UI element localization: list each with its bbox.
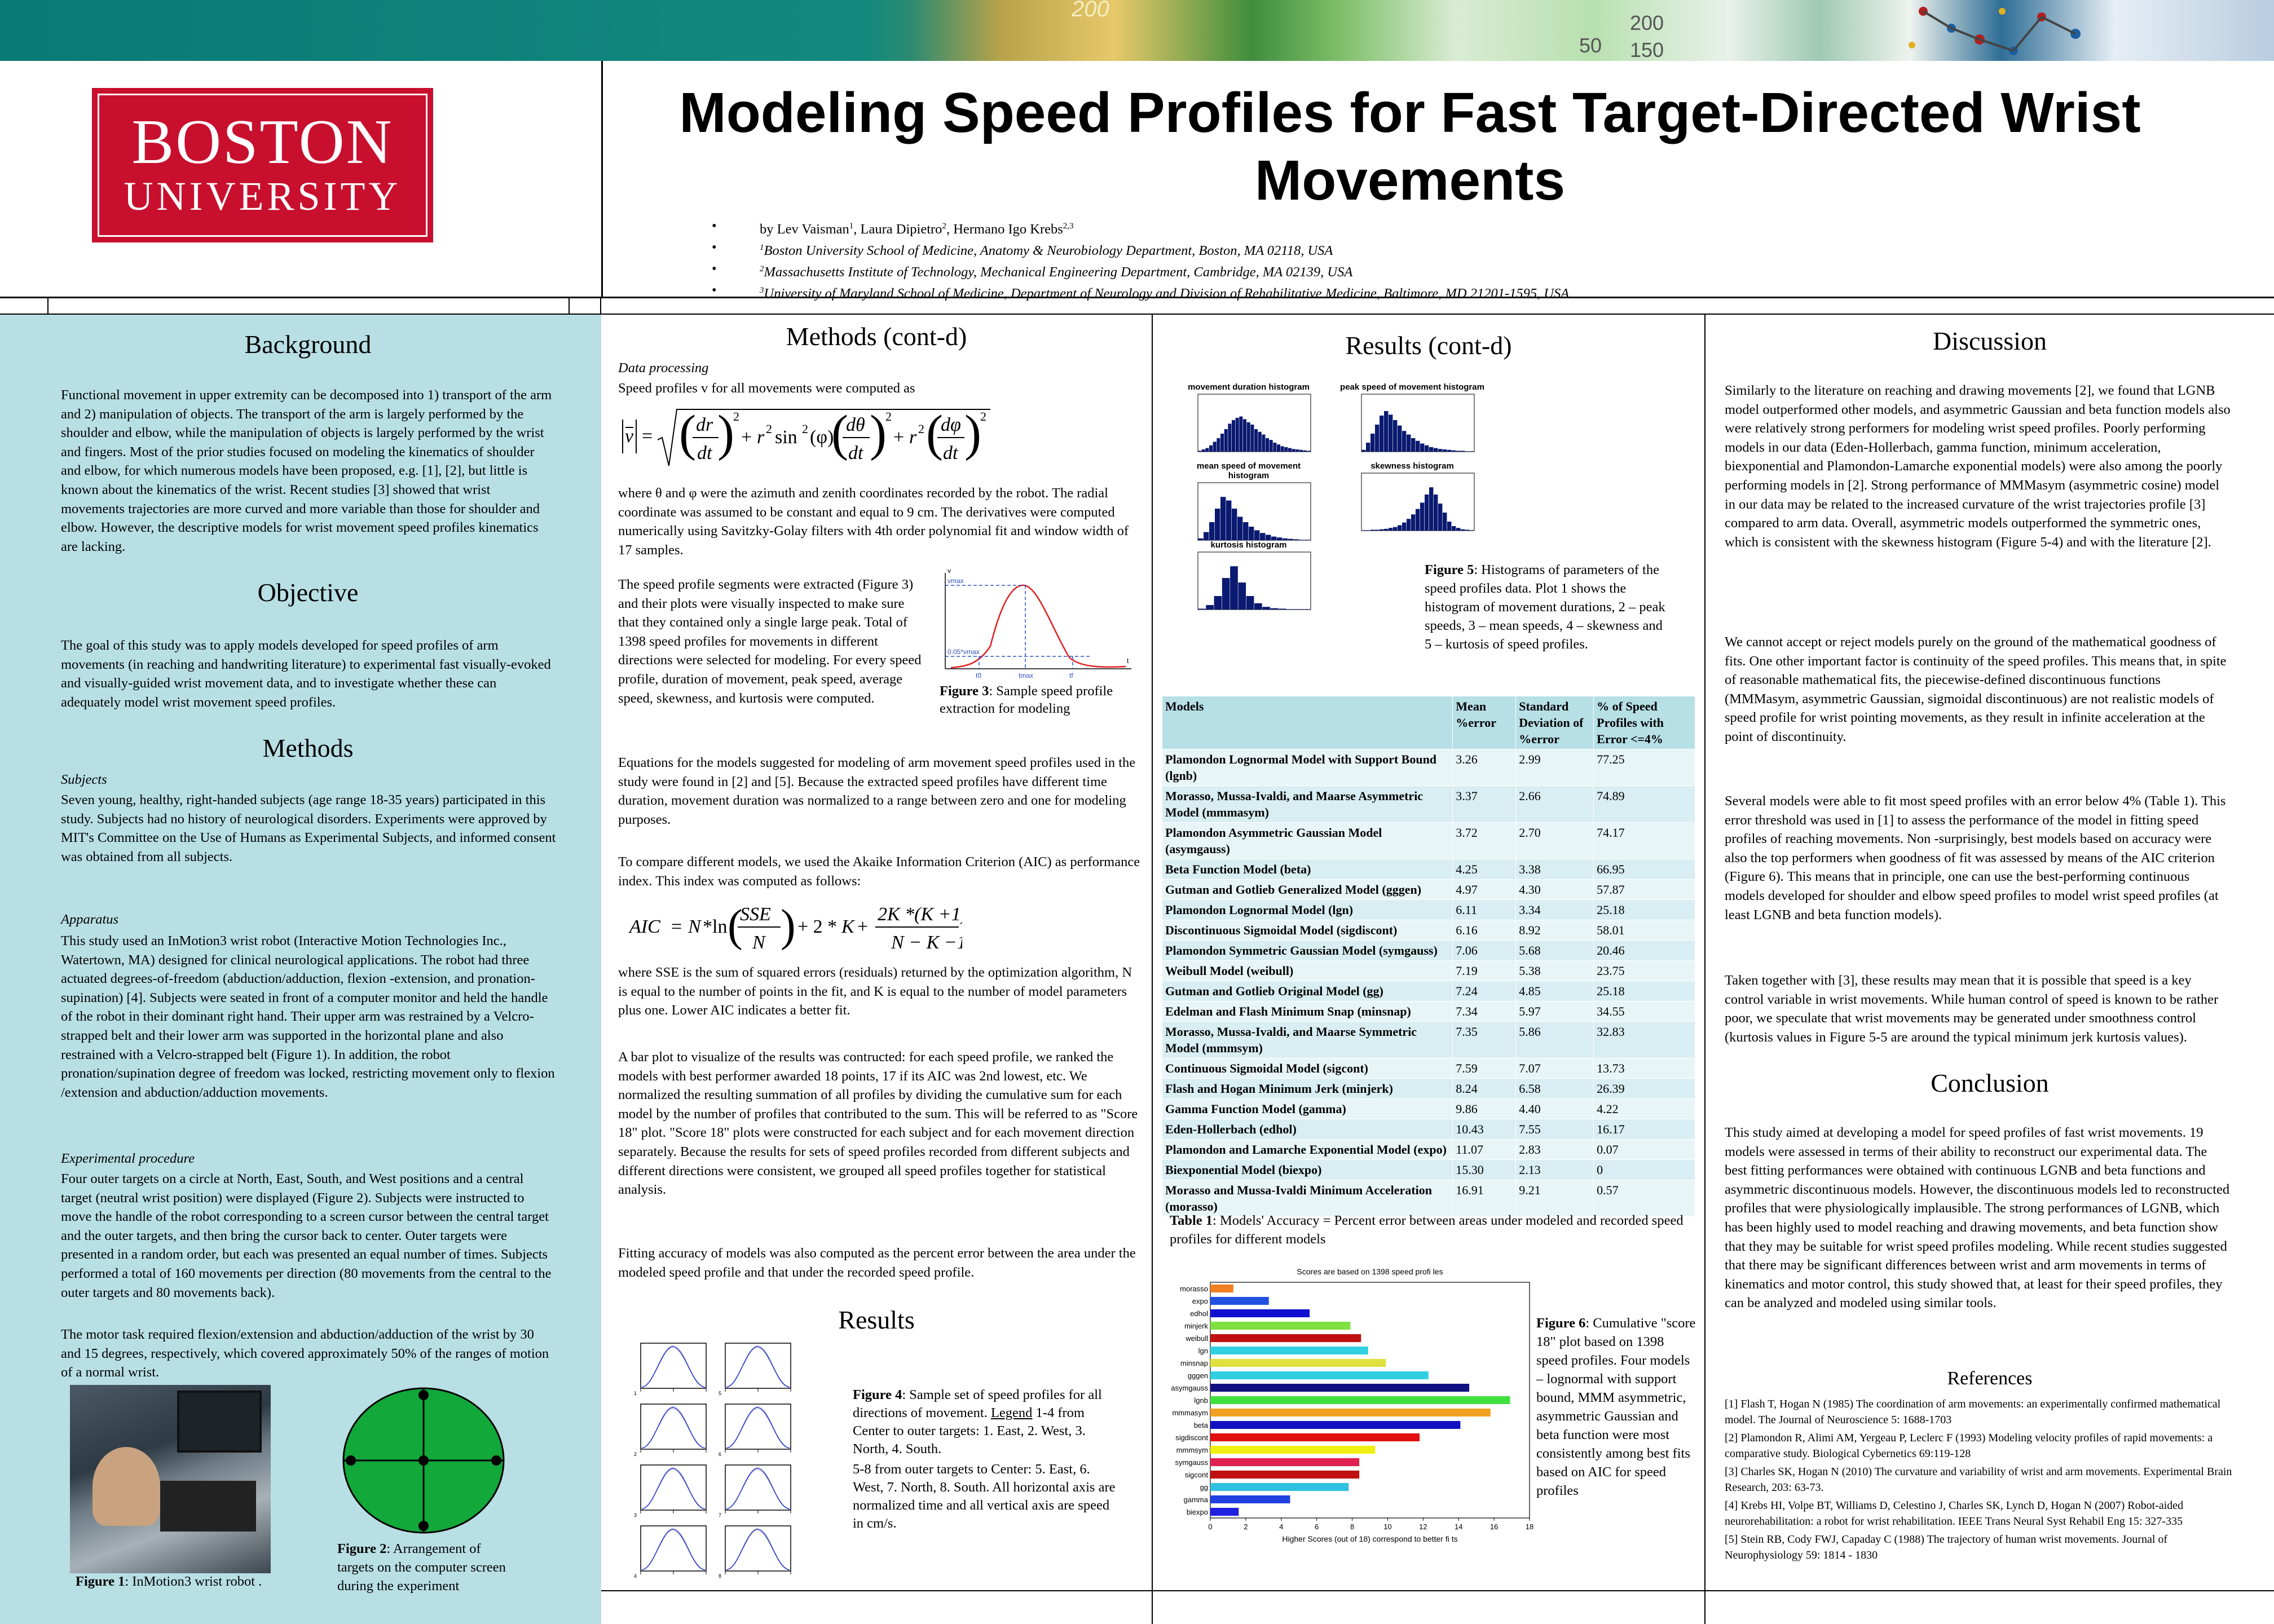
banner-number: 200 [1072,0,1109,21]
subjects-text: Seven young, healthy, right-handed subjects (age range 18-35 years) participated in this study. Subjects had no history of neurological disorders. Experiments were approved by MIT's Committee on the Use of Humans as Experimental Subjects, and informed consent was obtained from all subjects. [61,792,556,864]
top-banner [0,0,2274,61]
conclusion-heading: Conclusion [1931,1069,2049,1097]
x-tick-label: 10 [1383,1522,1392,1531]
svg-text:1: 1 [634,1391,637,1396]
category-label: sigdiscont [1175,1433,1208,1442]
bar-expo [1210,1297,1269,1305]
speed-profile-panel [717,1524,796,1580]
bar-mmmasym [1210,1409,1491,1416]
table-row: Biexponential Model (biexpo) 15.30 2.13 0 [1162,1160,1695,1180]
procedure-text-1: Four outer targets on a circle at North, East, South, and West positions and a central target (neutral wrist position) were displayed (Figure 2). Subjects were instructed to move the handle of the robot corresponding to a screen cursor between the central target and the outer targets, and then bring the cursor back to center. Outer targets were presented in a random order, but each was presented an equal number of times. Subjects performed a total of 160 movements per direction (80 movements from the central to the outer targets and 80 movements back). [61,1171,552,1300]
svg-text:N: N [688,916,701,937]
bar-sigdiscont [1210,1433,1420,1441]
svg-text:): ) [964,405,981,461]
bar-symgauss [1210,1458,1359,1466]
discussion-p2: We cannot accept or reject models purely on the ground of the mathematical goodness of fits. One other important factor is continuity of the speed profiles. This means that, in spite of reasonable mathematical fits, the piecewise-defined discontinuous functions (MMMasym, asymmetric Gaussian, sigmoidal discontinuous) are not realistic models of speed profile for wrist pointing movements, as they result in infinite acceleration at the point of discontinuity. [1725,634,2227,744]
svg-text:N: N [752,932,765,953]
svg-text:7: 7 [719,1512,722,1518]
svg-text:speed (cm/s) [1398,454,1437,455]
chart-title: Scores are based on 1398 speed profi les [1297,1267,1443,1276]
table-row: Eden-Hollerbach (edhol) 10.43 7.55 16.17 [1162,1119,1695,1140]
category-label: mmmsym [1176,1445,1208,1454]
figure-6-score-chart [1158,1262,1553,1544]
x-axis-label: Higher Scores (out of 18) correspond to better fi ts [1282,1534,1458,1543]
speed-profile-panel [633,1341,712,1397]
table-1 [1162,696,1695,1217]
svg-text:*ln: *ln [703,916,728,937]
conclusion-text: This study aimed at developing a model for speed profiles of fast wrist movements. 19 models were assessed in terms of their ability to reconstruct our experimental data. The best fitting performances were obtained with continuous LGNB and beta functions and asymmetric discontinuous models. However, the discontinuous models led to reconstructed profiles that were physiologically implausible. The strong performances of LGNB, which has been highly used to model reaching and drawing movements, and beta function show that they may be suitable for wrist speed profiles modeling. While recent studies suggested that there may be significant differences between wrist and arm movements in terms of kinematics and motor control, this study showed that, at least for their speed profiles, they can be analyzed and modeled using similar tools. [1725,1125,2230,1311]
reference-item: [3] Charles SK, Hogan N (2010) The curvature and variability of wrist and arm movements. Experimental Brain Research, 203: 63-73. [1725,1466,2232,1494]
svg-text:2: 2 [802,422,808,436]
svg-text:2: 2 [634,1451,637,1457]
speed-profile-panel [717,1463,796,1519]
figure-6-caption: Figure 6: Cumulative "score 18" plot based on 1398 speed profiles. Four models – lognormal with support bound, MMM asymmetric, asymmetric Gaussian and beta function were most consistently among best fits based on AIC for speed profiles [1536,1316,1696,1498]
speed-profile-panel [633,1463,712,1519]
svg-text:2: 2 [918,422,924,436]
table-row: Weibull Model (weibull) 7.19 5.38 23.75 [1162,961,1695,981]
left-column-content [49,315,567,1594]
svg-text:+: + [893,427,905,448]
discussion-heading: Discussion [1933,326,2047,355]
table-1-caption: Table 1: Models' Accuracy = Percent error between areas under modeled and recorded speed profiles for different models [1170,1213,1684,1247]
procedure-text-2: The motor task required flexion/extension and abduction/adduction of the wrist by 30 and 15 degrees, respectively, which covered approximately 50% of the ranges of motion of a normal wrist. [61,1327,549,1380]
reference-item: [5] Stein RB, Cody FWJ, Capaday C (1988) The trajectory of human wrist movements. Journal of Neurophysiology 59: 1814 - 1830 [1725,1533,2168,1561]
histogram-title: kurtosis histogram [1210,540,1287,550]
discussion-p4: Taken together with [3], these results may mean that it is possible that speed is a key control variable in wrist movements. While human control of speed is known to be rather poor, we speculate that wrist movements may be generated under smoothness control (kurtosis values in Figure 5-5 are around the typical minimum jerk kurtosis values). [1725,973,2219,1045]
bar-sigcont [1210,1471,1359,1479]
figure-4-speed-profiles [633,1341,825,1589]
category-label: beta [1193,1420,1208,1429]
svg-text:dt: dt [848,443,863,464]
procedure-heading: Experimental procedure [61,1151,195,1166]
svg-text:2: 2 [885,409,892,423]
svg-text:SSE: SSE [740,904,771,925]
logo-line-1: BOSTON [131,107,394,177]
svg-text:0.05*vmax: 0.05*vmax [948,648,980,656]
svg-text:2: 2 [766,422,772,436]
svg-text:AIC: AIC [629,916,660,937]
figure-2-caption: Figure 2: Arrangement of targets on the computer screen during the experiment [337,1541,506,1594]
methods-cont-column [601,315,1152,1590]
table-header-row: Models Mean %error Standard Deviation of %error % of Speed Profiles with Error <=4% [1162,696,1695,749]
speed-profile-panel [717,1402,796,1458]
histogram-panel [1339,461,1486,535]
svg-text:(: ( [728,901,743,951]
svg-text:dt: dt [943,443,958,464]
table-row: Plamondon and Lamarche Exponential Model (expo) 11.07 2.83 0.07 [1162,1140,1695,1160]
figure-5-caption: Figure 5: Histograms of parameters of the speed profiles data. Plot 1 shows the histogram of movement durations, 2 – peak speeds, 3 – mean speeds, 4 – skewness and 5 – kurtosis of speed profiles. [1425,562,1665,652]
x-tick-label: 12 [1419,1522,1427,1531]
table-row: Plamondon Symmetric Gaussian Model (symgauss) 7.06 5.68 20.46 [1162,941,1695,961]
reference-item: [2] Plamondon R, Alimi AM, Yergeau P, Leclerc F (1993) Modeling velocity profiles of rapid movements: a comparative study. Biological Cybernetics 69:119-128 [1725,1432,2213,1460]
methods-p6: where SSE is the sum of squared errors (residuals) returned by the optimization algorithm, N is equal to the number of points in the fit, and K is equal to the number of model parameters plus one. Lower AIC indicates a better fit. [618,965,1132,1018]
table-row: Plamondon Asymmetric Gaussian Model (asymgauss) 3.72 2.70 74.17 [1162,823,1695,859]
bar-asymgauss [1210,1384,1469,1392]
svg-text:3: 3 [634,1512,637,1518]
references-list [1725,1396,2244,1565]
histogram-panel [1175,461,1322,535]
methods-p2: where θ and φ were the azimuth and zenith coordinates recorded by the robot. The radial coordinate was assumed to be constant and equal to 9 cm. The derivatives were computed numerically using Savitzky-Golay filters with 4th order polynomial fit and window width of 17 samples. [618,486,1129,558]
affiliation: • $^1$Boston University School of Medicine, Anatomy & Neurobiology Department, Boston, MA 02118, USA [712,240,1333,259]
banner-number: 150 [1630,38,1664,61]
svg-text:=: = [642,426,653,447]
x-tick-label: 16 [1489,1522,1499,1531]
figure-3-extraction-plot [934,567,1137,680]
svg-text:r: r [757,427,765,448]
category-label: mmmasym [1172,1408,1208,1417]
figure-1-robot-photo [70,1385,271,1573]
results-cont-column [1153,315,1704,1590]
bar-minsnap [1210,1359,1386,1367]
category-label: gg [1200,1482,1208,1491]
svg-text:): ) [717,405,734,461]
svg-text:tmax: tmax [1019,672,1034,679]
svg-text:+ 2 *: + 2 * [797,916,838,937]
discussion-column [1706,315,2274,1590]
speed-profile-panel [633,1524,712,1580]
affiliation: • $^2$Massachusetts Institute of Technology, Mechanical Engineering Department, Cambridge, MA 02139, USA [712,261,1353,280]
figure-4-caption: Figure 4: Sample set of speed profiles for all directions of movement. Legend 1-4 from Center to outer targets: 1. East, 2. West, 3. North, 4. South. 5-8 from outer targets to Center: 5. East, 6. West, 7. North, 8. South. All horizontal axis are normalized time and all vertical axis are speed in cm/s. [853,1387,1116,1531]
svg-text:t: t [1127,657,1129,665]
category-label: minsnap [1180,1358,1208,1367]
methods-p8: Fitting accuracy of models was also computed as the percent error between the area under the modeled speed profile and that under the recorded speed profile. [618,1246,1136,1280]
svg-text:dt: dt [697,443,712,464]
svg-text:2: 2 [980,409,986,423]
results-heading: Results [838,1305,915,1334]
svg-text:dr: dr [696,414,713,435]
references-heading: References [1947,1368,2033,1389]
svg-text:4: 4 [634,1573,637,1579]
svg-text:(: ( [679,405,696,461]
table-row: Beta Function Model (beta) 4.25 3.38 66.95 [1162,859,1695,880]
svg-text:tf: tf [1069,672,1073,679]
reference-item: [1] Flash T, Hogan N (1985) The coordination of arm movements: an experimentally confirmed mathematical model. The Journal of Neuroscience 5: 1688-1703 [1725,1398,2221,1426]
author-3: , Hermano Igo Krebs [946,222,1063,237]
histogram-title: peak speed of movement histogram [1340,382,1484,392]
figure-2-targets [342,1386,505,1535]
background-text: Functional movement in upper extremity can be decomposed into 1) transport of the arm and 2) manipulation of objects. The transport of the arm is largely performed by the shoulder and elbow, while the manipulation of objects is largely performed by the wrist and fingers. Most of the prior studies focused on modeling the kinematics of shoulder and elbow, for which numerous models have been proposed, e.g. [1], [2], but little is known about the kinematics of the wrist. Recent studies [3] showed that wrist movements trajectories are more curved and more variable than those for shoulder and elbow. However, the descriptive models for wrist movement speed profiles kinematics are lacking. [61,387,552,554]
svg-text:time (s) [1243,454,1266,455]
svg-text:): ) [781,901,796,951]
subjects-heading: Subjects [61,772,107,787]
svg-text:+: + [741,427,752,448]
category-label: lgnb [1194,1396,1208,1405]
discussion-p1: Similarly to the literature on reaching and drawing movements [2], we found that LGNB model outperformed other models, and asymmetric Gaussian and beta function models also were relatively strong performers for modeling wrist speed profiles. Poorly performing models in our data (Eden-Hollerbach, gamma function, minimum acceleration, biexponential and Plamondon-Lamarche exponential models) were also among the poorly performing models in [2]. Strong performance of MMMasym (asymmetric cosine) model in our data may be related to the increased curvature of the wrist trajectories profile [3] compared to arm data. Overall, asymmetric models outperformed the symmetric ones, which is consistent with the skewness histogram (Figure 5-4) and with the literature [2]. [1725,383,2231,550]
x-tick-label: 2 [1244,1522,1248,1531]
bar-gggen [1210,1371,1429,1379]
table-row: Edelman and Flash Minimum Snap (minsnap) 7.34 5.97 34.55 [1162,1001,1695,1022]
table-row: Morasso and Mussa-Ivaldi Minimum Acceleration (morasso) 16.91 9.21 0.57 [1162,1180,1695,1217]
methods-p3: The speed profile segments were extracted (Figure 3) and their plots were visually inspected to make sure that they contained only a single large peak. Total of 1398 speed profiles for movements in different directions were selected for modeling. For every speed profile, duration of movement, peak speed, average speed, skewness, and kurtosis were computed. [618,577,922,706]
table-row: Plamondon Lognormal Model (lgn) 6.11 3.34 25.18 [1162,900,1695,920]
methods-cont-heading: Methods (cont-d) [786,322,967,351]
poster-title: Modeling Speed Profiles for Fast Target-Directed Wrist Movements [679,81,2141,212]
table-row: Morasso, Mussa-Ivaldi, and Maarse Symmetric Model (mmmsym) 7.35 5.86 32.83 [1162,1022,1695,1058]
methods-p1: Speed profiles v for all movements were computed as [618,381,915,396]
molecule-graphic [1901,0,2104,61]
table-row: Discontinuous Sigmoidal Model (sigdiscont) 6.16 8.92 58.01 [1162,920,1695,941]
bar-gg [1210,1483,1348,1491]
histogram-title: mean speed of movement histogram [1196,461,1301,480]
x-tick-label: 14 [1454,1522,1463,1531]
bar-morasso [1210,1285,1233,1292]
category-label: asymgauss [1171,1383,1208,1392]
histogram-title: skewness histogram [1370,461,1454,471]
authors-block [712,217,2122,303]
svg-text:(φ): (φ) [810,427,834,448]
background-heading: Background [244,330,372,359]
figure-3-caption: Figure 3: Sample speed profile extraction for modeling [940,683,1113,716]
svg-text:dφ: dφ [941,414,961,435]
category-label: gggen [1187,1371,1208,1380]
category-label: expo [1192,1296,1208,1305]
svg-text:(: ( [926,405,943,461]
table-row: Continuous Sigmoidal Model (sigcont) 7.59 7.07 13.73 [1162,1058,1695,1079]
table-row: Gamma Function Model (gamma) 9.86 4.40 4.22 [1162,1099,1695,1119]
svg-text:dθ: dθ [846,414,865,435]
aic-equation [624,895,962,957]
authors-line: • by Lev Vaisman$^1$, Laura Dipietro$^2$, Hermano Igo Krebs$^{2,3}$ [712,218,1074,237]
figure-1-caption: Figure 1: InMotion3 wrist robot . [76,1574,262,1589]
svg-text:r: r [909,427,917,448]
histogram-panel [1175,382,1322,456]
bar-weibull [1210,1334,1361,1342]
author-1: by Lev Vaisman [760,222,849,237]
histogram-title: movement duration histogram [1188,382,1310,392]
banner-number: 200 [1630,11,1664,34]
svg-text:): ) [870,405,887,461]
x-tick-label: 8 [1350,1522,1355,1531]
histogram-panel [1339,382,1486,456]
bar-minjerk [1210,1322,1350,1330]
banner-number: 50 [1579,34,1602,57]
bar-mmmsym [1210,1446,1375,1454]
speed-equation [618,405,1002,473]
svg-text:5: 5 [719,1391,722,1396]
svg-text:(: ( [831,405,848,461]
x-tick-label: 0 [1208,1522,1213,1531]
speed-profile-panel [633,1402,712,1458]
category-label: edhol [1190,1309,1208,1318]
results-cont-heading: Results (cont-d) [1345,331,1512,360]
bar-biexpo [1210,1508,1239,1516]
category-label: weibull [1186,1334,1208,1343]
svg-text:K: K [841,916,854,937]
x-tick-label: 18 [1525,1522,1534,1531]
apparatus-text: This study used an InMotion3 wrist robot (Interactive Motion Technologies Inc., Watertown, MA) designed for clinical neurological applications. The robot had three actuated degrees-of-freedom (abduction/adduction, flexion -extension, and pronation-supination) [4]. Subjects were seated in front of a computer monitor and held the handle of the robot in their dominant right hand. Their upper arm was restrained by a Velcro-strapped belt and their lower arm was supported in the horizontal plane and also restrained with a Velcro-strapped belt (Figure 1). In addition, the robot pronation/supination degree of freedom was locked, restricting movement only to flexion /extension and abduction/adduction movements. [61,933,555,1100]
table-row: Gutman and Gotlieb Original Model (gg) 7.24 4.85 25.18 [1162,981,1695,1001]
category-label: minjerk [1184,1321,1208,1330]
svg-text:8: 8 [719,1573,722,1579]
table-row: Plamondon Lognormal Model with Support Bound (lgnb) 3.26 2.99 77.25 [1162,749,1695,786]
logo-line-2: UNIVERSITY [124,174,402,219]
table-row: Morasso, Mussa-Ivaldi, and Maarse Asymmetric Model (mmmasym) 3.37 2.66 74.89 [1162,786,1695,823]
bar-lgnb [1210,1396,1510,1404]
methods-p7: A bar plot to visualize of the results was contructed: for each speed profile, we ranked the models with best performer awarded 18 points, 17 if its AIC was 2nd lowest, etc. We normalized the resulting summation of all profiles by dividing the cumulative sum for each model by the number of profiles that contributed to the sum. This will be referred to as "Score 18" plot. "Score 18" plots were constructed for each subject and for each movement direction separately. Because the results for sets of speed profiles recorded from different subjects and different directions were consistent, we grouped all speed profiles together for statistical analysis. [618,1049,1138,1198]
speed-profile-panel [717,1341,796,1397]
boston-university-logo [92,88,433,242]
apparatus-heading: Apparatus [61,912,119,927]
svg-text:+: + [857,916,869,937]
bar-edhol [1210,1309,1310,1317]
table-row: Flash and Hogan Minimum Jerk (minjerk) 8.24 6.58 26.39 [1162,1079,1695,1099]
x-tick-label: 6 [1315,1522,1319,1531]
svg-text:t0: t0 [976,672,982,679]
data-processing-heading: Data processing [618,360,709,376]
svg-text:N − K −1: N − K −1 [891,932,962,953]
methods-p4: Equations for the models suggested for modeling of arm movement speed profiles used in the study were found in [2] and [5]. Because the extracted speed profiles have different time duration, movement duration was normalized to a range between zero and one for modeling purposes. [618,755,1136,827]
svg-text:=: = [671,916,682,937]
category-label: biexpo [1186,1507,1208,1516]
bar-lgn [1210,1347,1368,1354]
svg-text:2: 2 [733,409,739,423]
svg-text:vmax: vmax [948,577,964,585]
methods-heading: Methods [262,734,354,762]
category-label: sigcont [1184,1470,1208,1479]
category-label: symgauss [1175,1458,1208,1467]
svg-text:v: v [625,426,634,447]
bar-beta [1210,1421,1460,1429]
histogram-panel [1175,540,1322,614]
methods-p5: To compare different models, we used the Akaike Information Criterion (AIC) as performance index. This index was computed as follows: [618,854,1140,889]
objective-heading: Objective [257,578,359,607]
bar-gamma [1210,1495,1290,1503]
author-2: , Laura Dipietro [853,222,942,237]
svg-text:6: 6 [719,1451,722,1457]
svg-text:v: v [948,567,951,575]
svg-text:sin: sin [775,427,797,448]
category-label: lgn [1198,1346,1208,1355]
discussion-p3: Several models were able to fit most speed profiles with an error below 4% (Table 1). This error threshold was used in [1] to assess the performance of the model in fitting speed profiles of reaching movements. Non -surprisingly, best models based on accuracy were also the top performers when goodness of fit was assessed by means of the AIC criterion (Figure 6). This means that in principle, one can use the best-performing continuous models developed for shoulder and elbow speed profiles to model wrist speed profiles (at least LGNB and beta function models). [1725,793,2226,923]
reference-item: [4] Krebs HI, Volpe BT, Williams D, Celestino J, Charles SK, Lynch D, Hogan N (2007) Robot-aided neurorehabilitation: a robot for wrist rehabilitation. IEEE Trans Neural Syst Rehabil Eng 15: 327-335 [1725,1499,2184,1528]
objective-text: The goal of this study was to apply models developed for speed profiles of arm movements (in reaching and handwriting literature) to experimental fast visually-evoked and visually-guided wrist movement data, and to investigate whether these can adequately model wrist movement speed profiles. [61,638,551,710]
affiliation: • $^3$University of Maryland School of Medicine, Department of Neurology and Division of Rehabilitative Medicine, Baltimore, MD 21201-1595, USA [712,283,1570,302]
table-row: Gutman and Gotlieb Generalized Model (gggen) 4.97 4.30 57.87 [1162,880,1695,900]
category-label: gamma [1183,1495,1208,1504]
x-tick-label: 4 [1279,1522,1284,1531]
category-label: morasso [1180,1284,1208,1293]
svg-text:2K *(K +1): 2K *(K +1) [878,904,962,925]
